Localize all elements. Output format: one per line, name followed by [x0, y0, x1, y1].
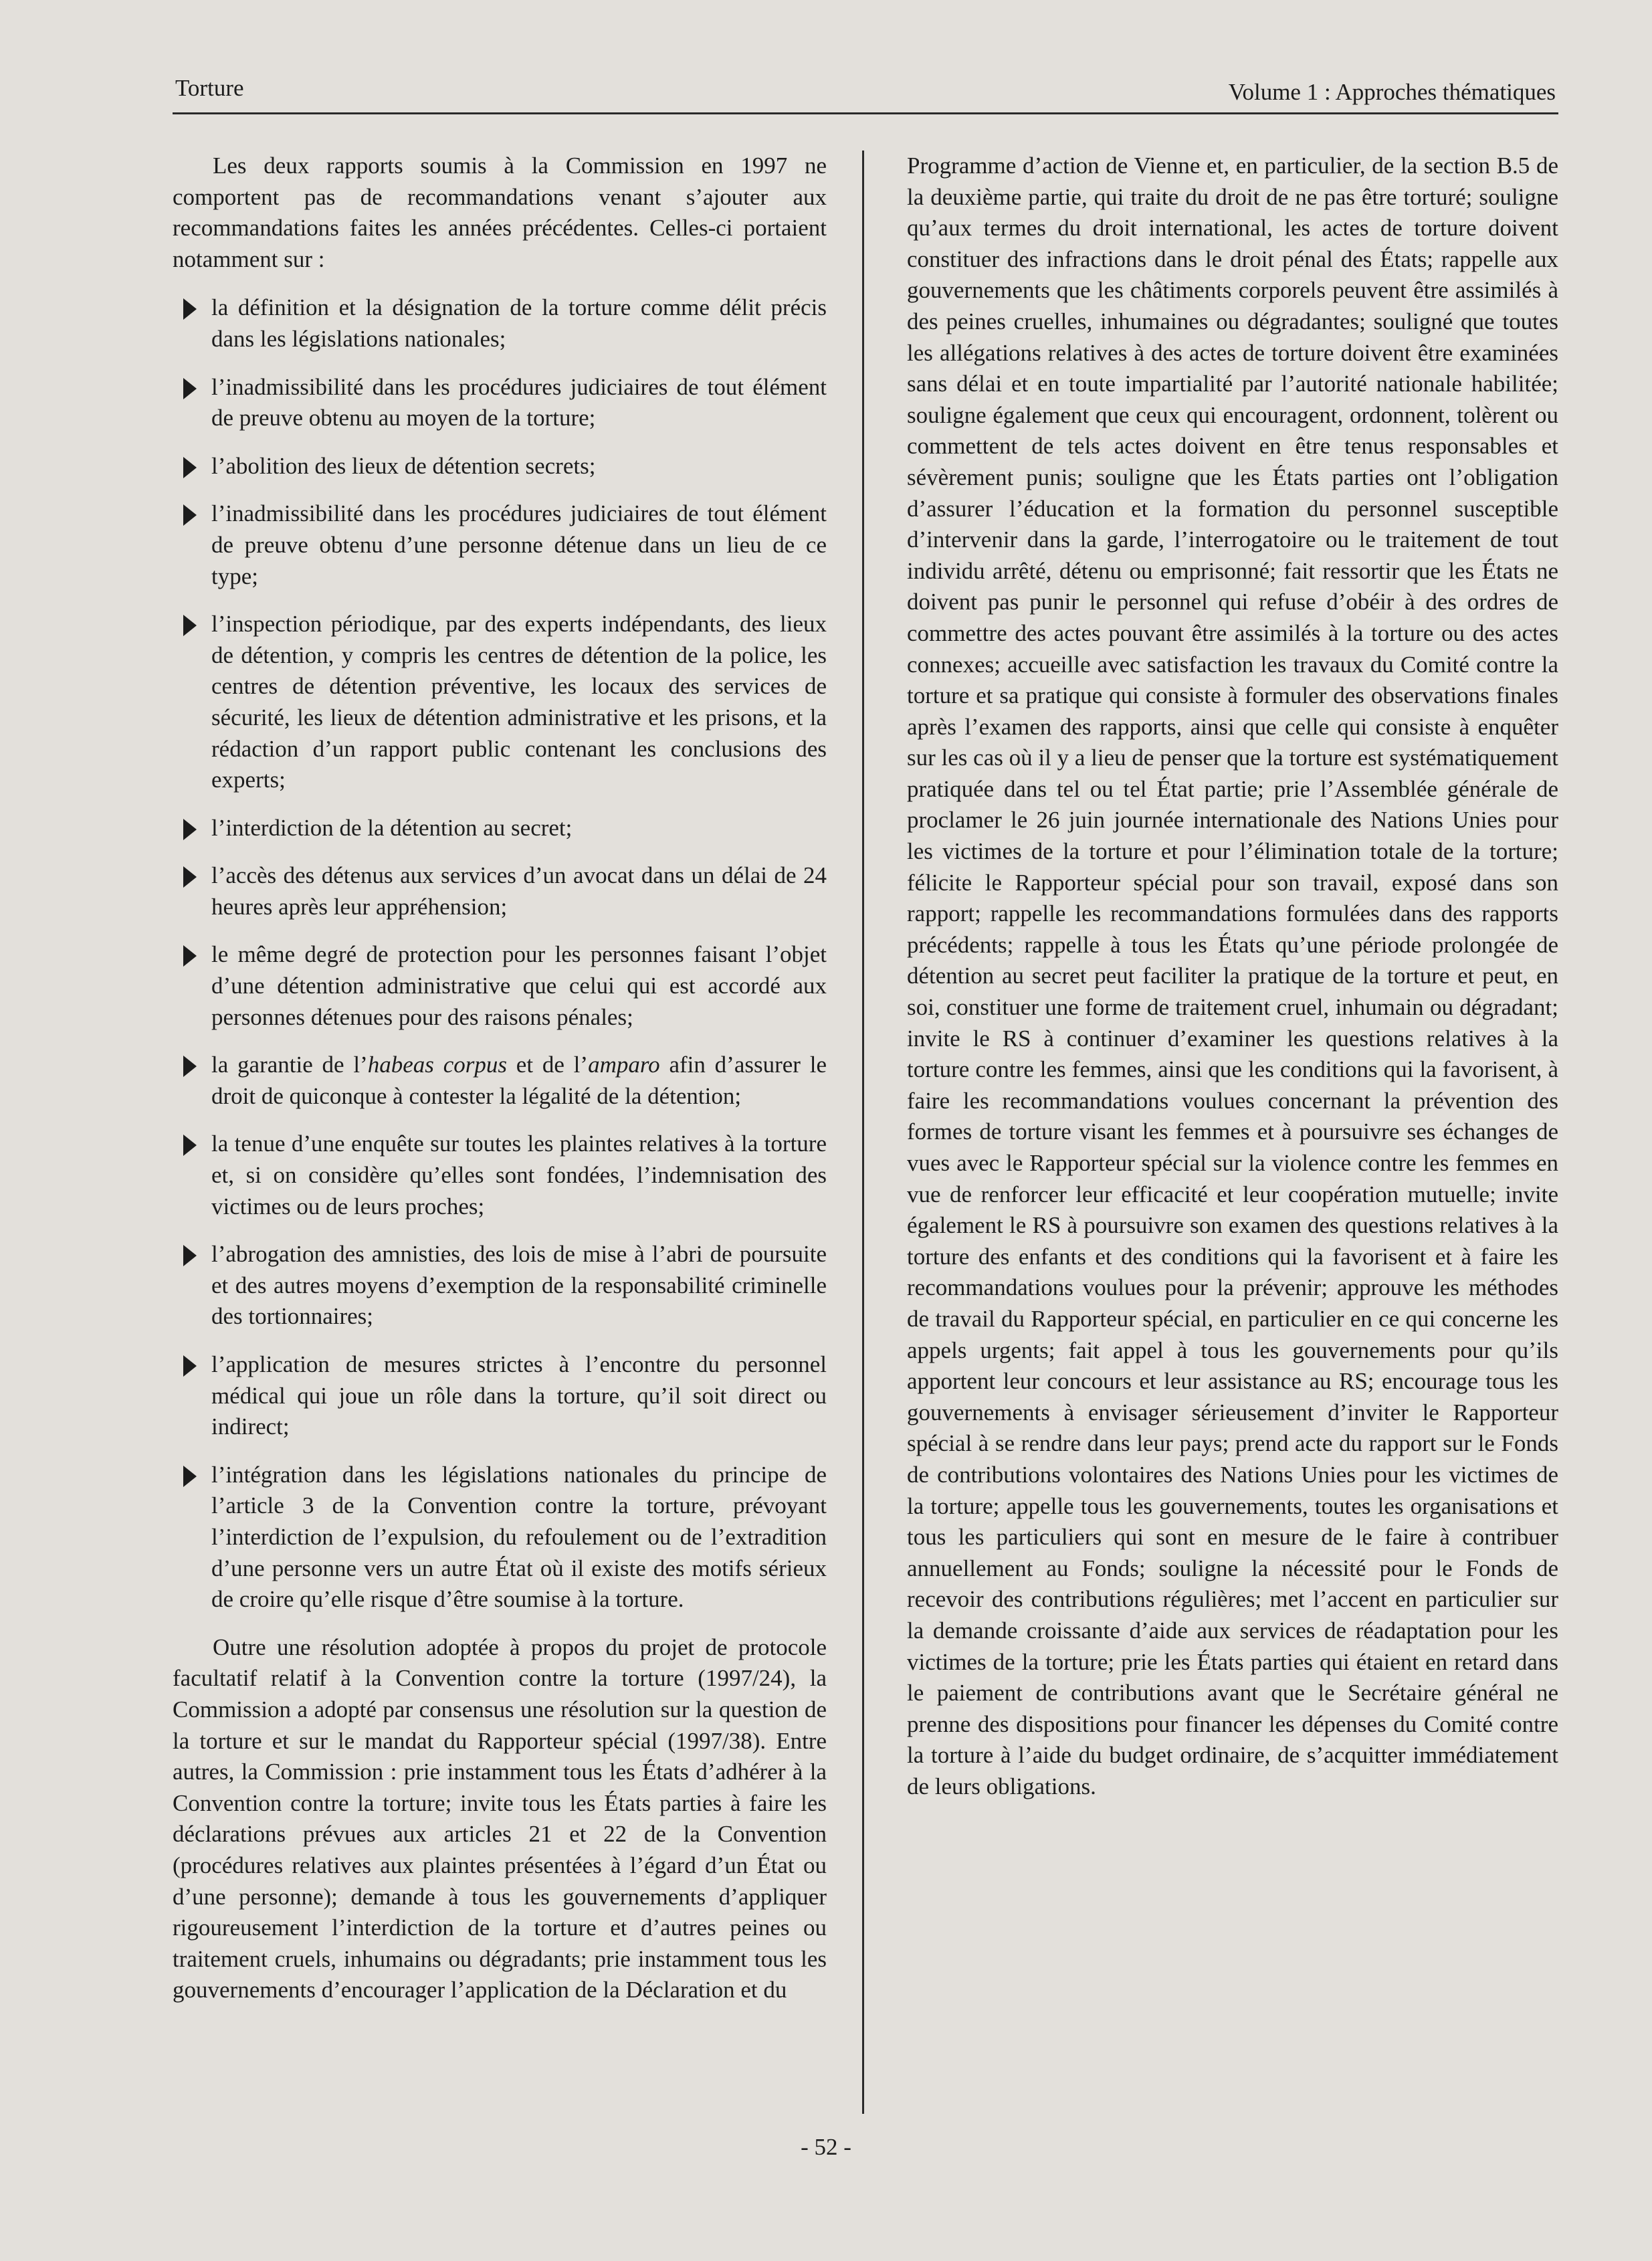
- running-header-title: Torture: [175, 75, 244, 101]
- right-column: [907, 151, 1558, 1802]
- list-item: [173, 498, 827, 592]
- list-item-text: l’intégration dans les législations nationales du principe de l’article 3 de la Convention contre la torture, prévoyant l’interdiction de l’expulsion, du refoulement ou de l’extradition d’une personne vers un autre État où il existe des motifs sérieux de croire qu’elle risque d’être soumise à la torture.: [211, 1461, 827, 1613]
- latin-term-amparo: amparo: [588, 1052, 660, 1078]
- list-item: [173, 451, 827, 482]
- triangle-bullet-icon: [183, 1466, 197, 1487]
- triangle-bullet-icon: [183, 1056, 197, 1077]
- list-item: [173, 1239, 827, 1333]
- latin-term-habeas-corpus: habeas corpus: [367, 1052, 507, 1078]
- resolution-continuation: Programme d’action de Vienne et, en particulier, de la section B.5 de la deuxième partie, qui traite du droit de ne pas être torturé; souligne qu’aux termes du droit international, les actes de torture doivent constituer des infractions dans le droit pénal des États; rappelle aux gouvernements que les châtiments corporels peuvent être assimilés à des peines cruelles, inhumaines ou dégradantes; souligné que toutes les allégations relatives à des actes de torture doivent être examinées sans délai et en toute impartialité par l’autorité nationale habilitée; souligne également que ceux qui encouragent, ordonnent, tolèrent ou commettent de tels actes doivent en être tenus responsables et sévèrement punis; souligne que les États parties ont l’obligation d’assurer l’éducation et la formation du personnel susceptible d’intervenir dans la garde, l’interrogatoire ou le traitement de tout individu arrêté, détenu ou emprisonné; fait ressortir que les États ne doivent pas punir le personnel qui refuse d’obéir à des ordres de commettre des actes pouvant être assimilés à la torture ou des actes connexes; accueille avec satisfaction les travaux du Comité contre la torture et sa pratique qui consiste à formuler des observations finales après l’examen des rapports, ainsi que celle qui consiste à enquêter sur les cas où il y a lieu de penser que la torture est systématiquement pratiquée dans tel ou tel État partie; prie l’Assemblée générale de proclamer le 26 juin journée internationale des Nations Unies pour les victimes de la torture et pour l’élimination totale de la torture; félicite le Rapporteur spécial pour son travail, exposé dans son rapport; rappelle les recommandations formulées dans des rapports précédents; rappelle à tous les États qu’une période prolongée de détention au secret peut faciliter la pratique de la torture et peut, en soi, constituer une forme de traitement cruel, inhumain ou dégradant; invite le RS à continuer d’examiner les questions relatives à la torture contre les femmes, ainsi que les conditions qui la favorisent, à faire les recommandations voulues concernant la prévention des formes de torture visant les femmes et à poursuivre ses échanges de vues avec le Rapporteur spécial sur la violence contre les femmes en vue de renforcer leur efficacité et leur coopération mutuelle; invite également le RS à poursuivre son examen des questions relatives à la torture des enfants et des conditions qui la favorisent et à faire les recommandations voulues pour la prévenir; approuve les méthodes de travail du Rapporteur spécial, en particulier en ce qui concerne les appels urgents; fait appel à tous les gouvernements pour qu’ils apportent leur concours et leur assistance au RS; encourage tous les gouvernements à envisager sérieusement d’inviter le Rapporteur spécial à se rendre dans leur pays; prend acte du rapport sur le Fonds de contributions volontaires des Nations Unies pour les victimes de la torture; appelle tous les gouvernements, toutes les organisations et tous les particuliers qui sont en mesure de le faire à contribuer annuellement au Fonds; souligne la nécessité pour le Fonds de recevoir des contributions régulières; met l’accent en particulier sur la demande croissante d’aide aux services de réadaptation pour les victimes de la torture; prie les États parties qui étaient en retard dans le paiement de contributions avant que le Secrétaire général ne prenne des dispositions pour financer les dépenses du Comité contre la torture à l’aide du budget ordinaire, de s’acquitter immédiatement de leurs obligations.: [907, 153, 1558, 1799]
- list-item: [173, 1050, 827, 1112]
- list-item-text: l’application de mesures strictes à l’encontre du personnel médical qui joue un rôle dans la torture, qu’il soit direct ou indirect;: [211, 1351, 827, 1440]
- triangle-bullet-icon: [183, 504, 197, 526]
- intro-paragraph: Les deux rapports soumis à la Commission en 1997 ne comportent pas de recommandations venant s’ajouter aux recommandations faites les années précédentes. Celles-ci portaient notamment sur :: [173, 153, 827, 272]
- triangle-bullet-icon: [183, 819, 197, 840]
- page-number: - 52 -: [801, 2134, 851, 2160]
- list-item-text: le même degré de protection pour les personnes faisant l’objet d’une détention administrative que celui qui est accordé aux personnes détenues pour des raisons pénales;: [211, 941, 827, 1030]
- column-divider: [862, 151, 864, 2114]
- header-divider: [173, 112, 1558, 114]
- recommendation-list: [173, 292, 827, 1615]
- triangle-bullet-icon: [183, 615, 197, 636]
- list-item: [173, 860, 827, 922]
- triangle-bullet-icon: [183, 866, 197, 888]
- list-item: [173, 813, 827, 844]
- list-item-text: l’inspection périodique, par des experts indépendants, des lieux de détention, y compris les centres de détention de la police, les centres de détention préventive, les locaux des services de sécurité, les lieux de détention administrative et les prisons, et la rédaction d’un rapport public contenant les conclusions des experts;: [211, 611, 827, 793]
- list-item-text: l’inadmissibilité dans les procédures judiciaires de tout élément de preuve obtenu d’une personne détenue dans un lieu de ce type;: [211, 500, 827, 589]
- triangle-bullet-icon: [183, 378, 197, 399]
- triangle-bullet-icon: [183, 945, 197, 967]
- triangle-bullet-icon: [183, 1355, 197, 1377]
- list-item: [173, 292, 827, 355]
- triangle-bullet-icon: [183, 457, 197, 478]
- triangle-bullet-icon: [183, 298, 197, 320]
- list-item-text: l’inadmissibilité dans les procédures judiciaires de tout élément de preuve obtenu au moyen de la torture;: [211, 373, 827, 431]
- list-item: [173, 1128, 827, 1222]
- list-item: [173, 1349, 827, 1443]
- resolution-paragraph: Outre une résolution adoptée à propos du projet de protocole facultatif relatif à la Convention contre la torture (1997/24), la Commission a adopté par consensus une résolution sur la question de la torture et sur le mandat du Rapporteur spécial (1997/38). Entre autres, la Commission : prie instamment tous les États d’adhérer à la Convention contre la torture; invite tous les États parties à faire les déclarations prévues aux articles 21 et 22 de la Convention (procédures relatives aux plaintes présentées à l’égard d’un État ou d’une personne); demande à tous les gouvernements d’appliquer rigoureusement l’interdiction de la torture et d’autres peines ou traitement cruels, inhumains ou dégradants; prie instamment tous les gouvernements d’encourager l’application de la Déclaration et du: [173, 1634, 827, 2003]
- list-item-text: la garantie de l’habeas corpus et de l’amparo afin d’assurer le droit de quiconque à contester la légalité de la détention;: [211, 1052, 827, 1109]
- list-item: [173, 609, 827, 796]
- list-item: [173, 1460, 827, 1615]
- list-item-text: l’abolition des lieux de détention secrets;: [211, 452, 596, 479]
- left-column: [173, 151, 827, 2006]
- list-item: [173, 372, 827, 434]
- list-item-text: l’interdiction de la détention au secret;: [211, 814, 573, 841]
- list-item-text: la tenue d’une enquête sur toutes les plaintes relatives à la torture et, si on considère qu’elles sont fondées, l’indemnisation des victimes ou de leurs proches;: [211, 1130, 827, 1219]
- running-header-volume: Volume 1 : Approches thématiques: [1228, 79, 1556, 105]
- list-item-text: la définition et la désignation de la torture comme délit précis dans les législations nationales;: [211, 294, 827, 352]
- triangle-bullet-icon: [183, 1245, 197, 1266]
- list-item-text: l’accès des détenus aux services d’un avocat dans un délai de 24 heures après leur appréhension;: [211, 862, 827, 920]
- triangle-bullet-icon: [183, 1135, 197, 1156]
- list-item-text: l’abrogation des amnisties, des lois de mise à l’abri de poursuite et des autres moyens d’exemption de la responsabilité criminelle des tortionnaires;: [211, 1241, 827, 1330]
- list-item: [173, 939, 827, 1033]
